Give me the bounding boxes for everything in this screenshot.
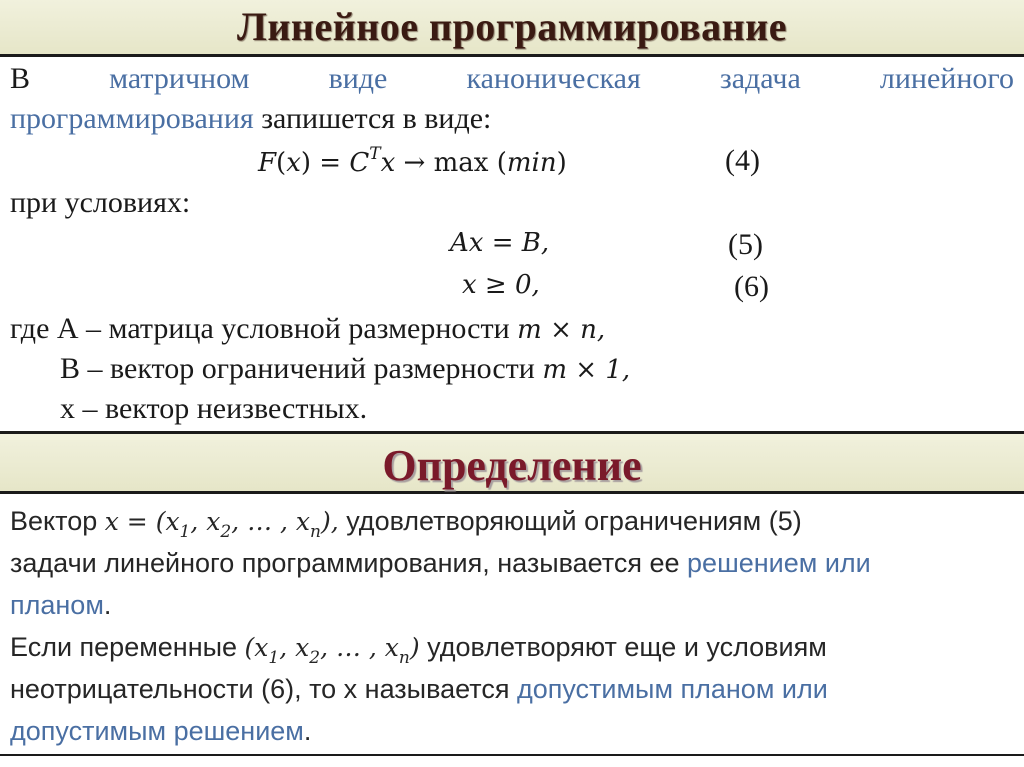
dim-a: m × n, xyxy=(517,315,606,345)
term-feasible-plan: допустимым планом или xyxy=(516,674,828,704)
title-banner xyxy=(0,0,1024,57)
equation-4 xyxy=(258,144,567,179)
term-solution: решением или xyxy=(687,548,871,578)
word-lineynogo: линейного xyxy=(879,62,1014,95)
word-kanonicheskaya: каноническая xyxy=(466,62,641,95)
slide-title: Линейное программирование xyxy=(237,4,787,49)
intro-line-2 xyxy=(10,102,491,136)
term-feasible-solution: допустимым решением xyxy=(10,716,304,746)
equation-6: x ≥ 0, xyxy=(462,270,540,300)
definition-banner xyxy=(0,431,1024,494)
word-zadacha: задача xyxy=(719,62,801,95)
def-line-6: допустимым решением. xyxy=(10,716,312,746)
def-line-4: Если переменные ($x_1$, $x_2$, … , $x_n$) удовлетворяют еще и условиям xyxy=(10,632,827,668)
equation-5-number: (5) xyxy=(728,228,763,261)
intro-line-1 xyxy=(10,62,1014,96)
equation-5: Ax = B, xyxy=(450,228,550,258)
word-v: В xyxy=(10,62,31,95)
def-line-3: планом. xyxy=(10,590,112,620)
vector-x: $x = (x_1$, $x_2$, … , $x_n$), xyxy=(104,507,339,542)
conditions-label: при условиях: xyxy=(10,186,191,219)
equation-4-number: (4) xyxy=(725,144,760,177)
def-line-1: Вектор $x = (x_1$, $x_2$, … , $x_n$), удовлетворяющий ограничениям (5) xyxy=(10,506,802,542)
word-vide: виде xyxy=(328,62,388,95)
variables-tuple: ($x_1$, $x_2$, … , $x_n$) xyxy=(244,633,420,668)
bottom-rule xyxy=(0,754,1024,756)
intro-term: программирования xyxy=(10,102,254,135)
eq4-expression: $F(x) = C^Tx \to \max (\min)$ xyxy=(258,144,567,178)
word-matrichnom: матричном xyxy=(109,62,250,95)
def-line-5: неотрицательности (6), то х называется допустимым планом или xyxy=(10,674,828,704)
term-plan: планом xyxy=(10,590,104,620)
dim-b: m × 1, xyxy=(542,355,631,385)
where-a: где А – матрица условной размерности m × n, xyxy=(10,312,606,345)
where-x: х – вектор неизвестных. xyxy=(60,392,368,425)
equation-6-number: (6) xyxy=(734,270,769,303)
intro-rest: запишется в виде: xyxy=(253,102,492,135)
where-b: В – вектор ограничений размерности m × 1, xyxy=(60,352,631,385)
def-line-2: задачи линейного программирования, называется ее решением или xyxy=(10,548,871,578)
definition-title: Определение xyxy=(382,441,642,490)
